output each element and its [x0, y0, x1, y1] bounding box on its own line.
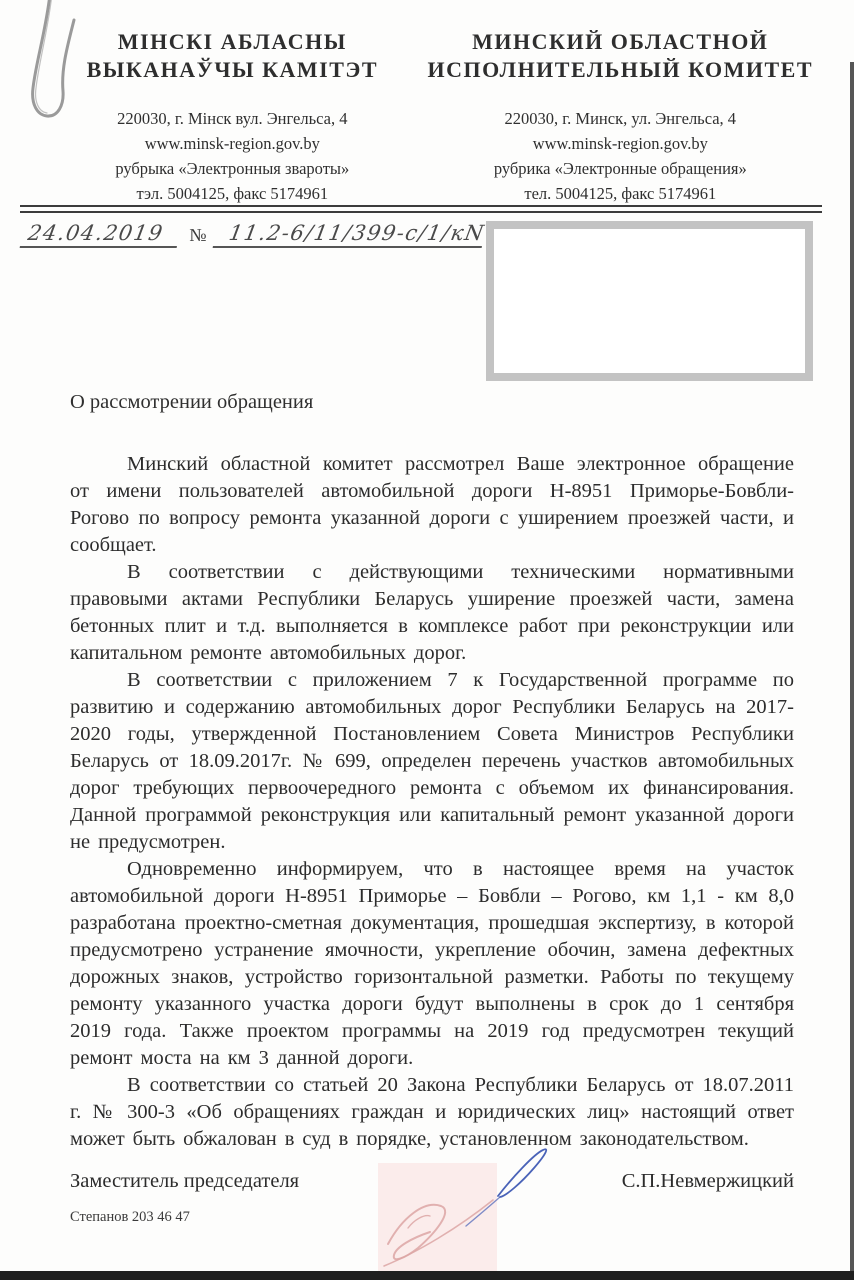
letter-body — [70, 451, 794, 1153]
scan-edge-bottom — [0, 1271, 854, 1280]
org-title-line1: МІНСКІ АБЛАСНЫ — [117, 29, 347, 54]
number-sign-label: № — [189, 225, 207, 245]
org-block-belarusian — [42, 28, 423, 206]
address-line: 220030, г. Мінск вул. Энгельса, 4 — [117, 109, 348, 128]
org-title-line2: ВЫКАНАЎЧЫ КАМІТЭТ — [86, 57, 379, 82]
letter-content — [70, 391, 794, 1226]
address-line: 220030, г. Минск, ул. Энгельса, 4 — [504, 109, 737, 128]
website-line: www.minsk-region.gov.by — [532, 134, 708, 153]
org-address-belarusian — [42, 106, 423, 206]
body-paragraph: Одновременно информируем, что в настоящее время на участок автомобильной дороги Н-8951 Приморье – Бовбли – Рогово, км 1,1 - км 8,0 разработана проектно-сметная документация, прошедшая экспертизу, в которой предусмотрено устранение ямочности, укрепление обочин, замена дефектных дорожных знаков, устройство горизонтальной разметки. Работы по текущему ремонту указанного участка дороги будут выполнены в срок до 1 сентября 2019 года. Также проектом программы на 2019 год предусмотрен текущий ремонт моста на км 3 данной дороги. — [70, 858, 794, 1069]
org-title-russian — [423, 28, 818, 84]
signoff-row — [70, 1170, 794, 1193]
website-line: www.minsk-region.gov.by — [144, 134, 320, 153]
executor-contact: Степанов 203 46 47 — [70, 1209, 190, 1225]
rubric-line: рубрика «Электронные обращения» — [493, 159, 747, 178]
rubric-line: рубрыка «Электронныя звароты» — [115, 159, 350, 178]
scan-edge-right — [850, 62, 854, 1280]
org-title-line1: МИНСКИЙ ОБЛАСТНОЙ — [472, 29, 769, 54]
signer-name: С.П.Невмержицкий — [621, 1170, 794, 1192]
reference-line — [22, 214, 487, 248]
recipient-box — [486, 221, 813, 381]
header-divider — [20, 205, 822, 213]
body-paragraph: В соответствии с приложением 7 к Государственной программе по развитию и содержанию автомобильных дорог Республики Беларусь на 2017-2020 годы, утвержденной Постановлением Совета Министров Республики Беларусь от 18.09.2017г. № 699, определен перечень участков автомобильных дорог требующих первоочередного ремонта с объемом их финансирования. Данной программой реконструкция или капитальный ремонт указанной дороги не предусмотрен. — [70, 669, 794, 853]
org-title-line2: ИСПОЛНИТЕЛЬНЫЙ КОМИТЕТ — [427, 57, 814, 82]
signer-position: Заместитель председателя — [70, 1170, 300, 1192]
phone-line: тэл. 5004125, факс 5174961 — [136, 184, 329, 203]
org-block-russian — [423, 28, 818, 206]
org-title-belarusian — [42, 28, 423, 84]
letter-subject: О рассмотрении обращения — [70, 391, 314, 413]
letterhead — [0, 28, 824, 206]
org-address-russian — [423, 106, 818, 206]
body-paragraph: В соответствии с действующими техническими нормативными правовыми актами Республики Беларусь уширение проезжей части, замена бетонных плит и т.д. выполняется в комплексе работ при реконструкции или капитальном ремонте автомобильных дорог. — [70, 561, 794, 664]
phone-line: тел. 5004125, факс 5174961 — [524, 184, 717, 203]
body-paragraph: Минский областной комитет рассмотрел Ваше электронное обращение от имени пользователей автомобильной дороги Н-8951 Приморье-Бовбли-Рогово по вопросу ремонта указанной дороги с уширением проезжей части, и сообщает. — [70, 453, 794, 556]
handwritten-reference-number: 11.2-6/11/399-с/1/кN — [212, 221, 486, 248]
body-paragraph: В соответствии со статьей 20 Закона Республики Беларусь от 18.07.2011 г. № 300-3 «Об обращениях граждан и юридических лиц» настоящий ответ может быть обжалован в суд в порядке, установленном законодательством. — [70, 1074, 794, 1150]
handwritten-date: 24.04.2019 — [20, 221, 182, 248]
